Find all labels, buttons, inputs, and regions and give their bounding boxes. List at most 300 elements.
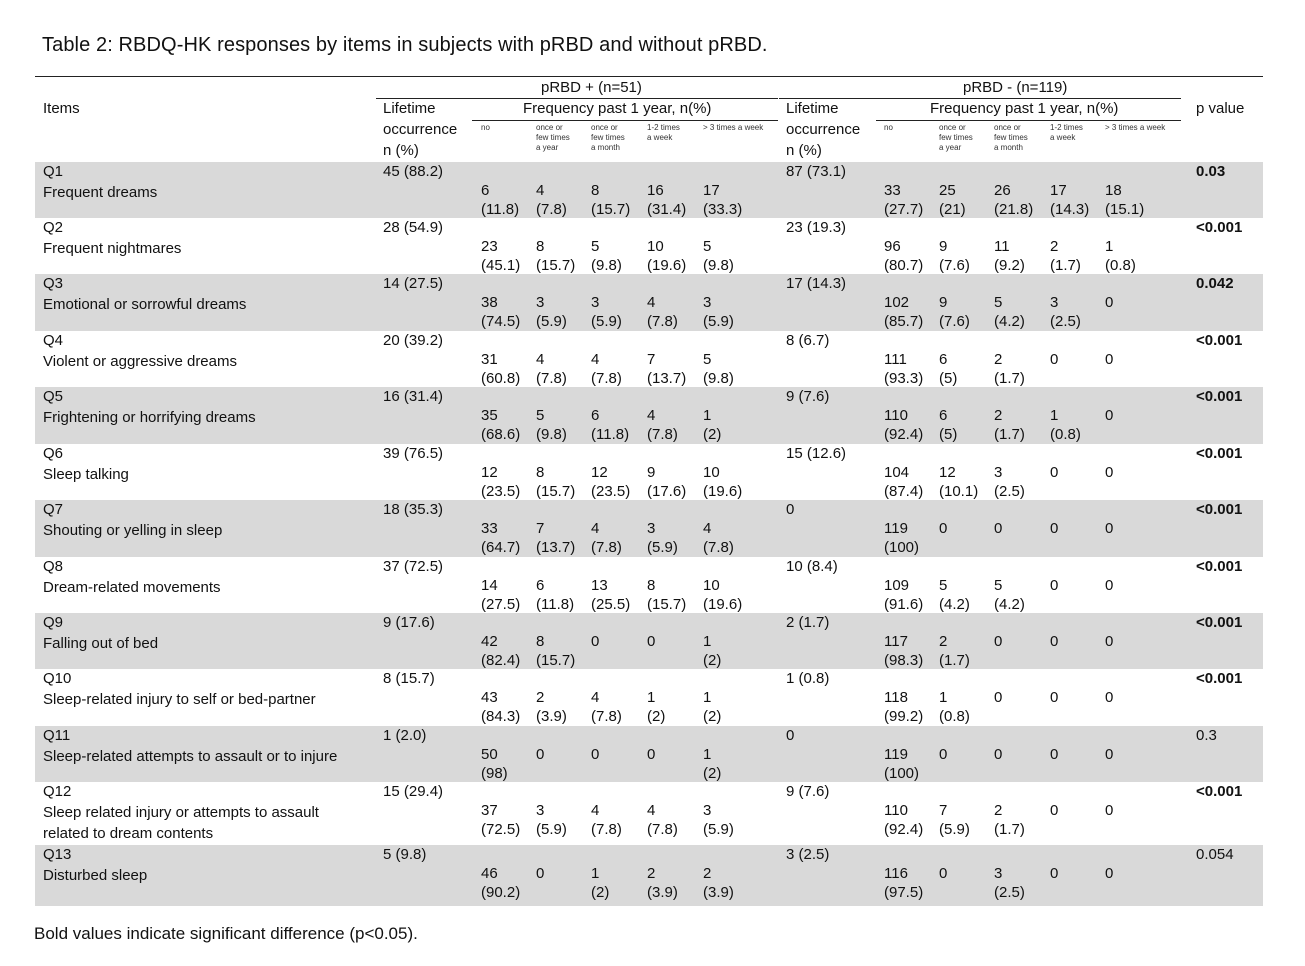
p-value: 0.3 xyxy=(1196,727,1217,744)
freq-pos-pct: (11.8) xyxy=(591,426,630,443)
freq-pos-pct: (60.8) xyxy=(481,370,521,387)
item-label: Shouting or yelling in sleep xyxy=(43,522,223,539)
p-value: <0.001 xyxy=(1196,445,1243,462)
lifetime-pos: 16 (31.4) xyxy=(383,388,444,405)
freq-neg-count: 5 xyxy=(939,577,948,594)
freq-neg-count: 25 xyxy=(939,182,956,199)
freq-neg-count: 3 xyxy=(994,865,1003,882)
freq-pos-count: 0 xyxy=(536,865,545,882)
freq-pos-pct: (3.9) xyxy=(703,884,734,901)
freq-pos-pct: (82.4) xyxy=(481,652,521,669)
freq-neg-pct: (87.4) xyxy=(884,483,924,500)
lifetime-pos: 5 (9.8) xyxy=(383,846,427,863)
lifetime-pos: 28 (54.9) xyxy=(383,219,444,236)
p-value: 0.042 xyxy=(1196,275,1234,292)
freq-pos-pct: (5.9) xyxy=(703,313,734,330)
item-label: Violent or aggressive dreams xyxy=(43,353,237,370)
freq-pos-pct: (13.7) xyxy=(647,370,687,387)
freq-subheader-pos-5 xyxy=(703,123,763,133)
freq-neg-count: 0 xyxy=(1050,689,1059,706)
frequency-pos-header: Frequency past 1 year, n(%) xyxy=(523,100,712,117)
item-number: Q9 xyxy=(43,614,64,631)
freq-pos-count: 38 xyxy=(481,294,498,311)
freq-pos-pct: (15.7) xyxy=(536,483,576,500)
freq-pos-count: 4 xyxy=(591,351,600,368)
freq-pos-pct: (72.5) xyxy=(481,821,521,838)
freq-pos-pct: (3.9) xyxy=(647,884,678,901)
freq-pos-pct: (15.7) xyxy=(536,257,576,274)
freq-pos-count: 3 xyxy=(647,520,656,537)
freq-pos-pct: (7.8) xyxy=(591,370,622,387)
freq-neg-pct: (1.7) xyxy=(1050,257,1081,274)
freq-neg-pct: (14.3) xyxy=(1050,201,1090,218)
freq-neg-count: 6 xyxy=(939,407,948,424)
freq-pos-count: 17 xyxy=(703,182,720,199)
freq-pos-count: 7 xyxy=(647,351,656,368)
freq-neg-count: 5 xyxy=(994,294,1003,311)
freq-subheader-neg-1 xyxy=(884,123,893,133)
freq-subheader-line: a year xyxy=(536,143,559,152)
freq-pos-count: 4 xyxy=(591,802,600,819)
item-label: Sleep related injury or attempts to assault xyxy=(43,804,319,821)
p-value: <0.001 xyxy=(1196,332,1243,349)
group-neg-header: pRBD - (n=119) xyxy=(963,79,1068,96)
freq-pos-pct: (15.7) xyxy=(647,596,687,613)
freq-subheader-line: a week xyxy=(647,133,673,142)
freq-neg-count: 0 xyxy=(1105,464,1114,481)
freq-pos-count: 14 xyxy=(481,577,498,594)
table-row xyxy=(35,444,1263,500)
freq-neg-count: 111 xyxy=(884,351,907,368)
item-number: Q8 xyxy=(43,558,64,575)
freq-neg-count: 2 xyxy=(939,633,948,650)
lifetime-pos: 8 (15.7) xyxy=(383,670,435,687)
freq-neg-count: 3 xyxy=(1050,294,1059,311)
freq-pos-count: 4 xyxy=(647,407,656,424)
freq-neg-pct: (4.2) xyxy=(939,596,970,613)
freq-neg-pct: (0.8) xyxy=(1105,257,1136,274)
p-value: <0.001 xyxy=(1196,614,1243,631)
freq-pos-pct: (5.9) xyxy=(591,313,622,330)
freq-pos-pct: (9.8) xyxy=(703,370,734,387)
freq-neg-count: 0 xyxy=(994,633,1003,650)
freq-neg-count: 11 xyxy=(994,238,1010,255)
freq-pos-count: 4 xyxy=(591,520,600,537)
freq-pos-pct: (7.8) xyxy=(536,370,567,387)
freq-neg-pct: (4.2) xyxy=(994,313,1025,330)
freq-subheader-pos-2 xyxy=(536,123,570,153)
item-label: Dream-related movements xyxy=(43,579,221,596)
freq-pos-pct: (98) xyxy=(481,765,508,782)
top-rule xyxy=(35,76,1263,77)
freq-pos-pct: (90.2) xyxy=(481,884,521,901)
freq-subheader-line: a month xyxy=(591,143,620,152)
freq-subheader-line: once or xyxy=(591,123,618,132)
freq-neg-pct: (92.4) xyxy=(884,821,924,838)
freq-pos-pct: (19.6) xyxy=(647,257,687,274)
freq-pos-count: 8 xyxy=(536,633,545,650)
freq-pos-count: 37 xyxy=(481,802,498,819)
freq-neg-pct: (9.2) xyxy=(994,257,1025,274)
freq-pos-count: 4 xyxy=(536,182,545,199)
freq-subheader-line: 1-2 times xyxy=(647,123,680,132)
freq-pos-count: 0 xyxy=(647,633,656,650)
freq-neg-pct: (4.2) xyxy=(994,596,1025,613)
freq-neg-count: 7 xyxy=(939,802,948,819)
table-title: Table 2: RBDQ-HK responses by items in subjects with pRBD and without pRBD. xyxy=(42,34,768,56)
table-row xyxy=(35,162,1263,218)
freq-neg-count: 0 xyxy=(1105,577,1114,594)
freq-neg-count: 12 xyxy=(939,464,956,481)
freq-pos-count: 1 xyxy=(647,689,656,706)
freq-neg-count: 0 xyxy=(994,689,1003,706)
freq-pos-pct: (5.9) xyxy=(647,539,678,556)
freq-pos-count: 2 xyxy=(703,865,712,882)
freq-pos-count: 3 xyxy=(703,802,712,819)
lifetime-pos: 37 (72.5) xyxy=(383,558,444,575)
lifetime-neg: 9 (7.6) xyxy=(786,783,830,800)
freq-pos-count: 8 xyxy=(647,577,656,594)
table-row xyxy=(35,669,1263,726)
freq-neg-pct: (98.3) xyxy=(884,652,924,669)
table-row xyxy=(35,782,1263,845)
freq-neg-count: 1 xyxy=(1105,238,1114,255)
freq-pos-count: 6 xyxy=(591,407,600,424)
freq-neg-count: 17 xyxy=(1050,182,1067,199)
freq-neg-count: 0 xyxy=(994,746,1003,763)
lifetime-neg: 0 xyxy=(786,727,795,744)
freq-neg-pct: (91.6) xyxy=(884,596,924,613)
freq-neg-count: 0 xyxy=(1050,577,1059,594)
freq-subheader-line: few times xyxy=(939,133,973,142)
freq-neg-count: 0 xyxy=(1105,351,1114,368)
freq-neg-pct: (21) xyxy=(939,201,966,218)
freq-neg-pct: (7.6) xyxy=(939,313,970,330)
freq-pos-pct: (23.5) xyxy=(481,483,521,500)
freq-pos-pct: (15.7) xyxy=(536,652,576,669)
freq-subheader-line: a month xyxy=(994,143,1023,152)
lifetime-pos: 14 (27.5) xyxy=(383,275,444,292)
freq-pos-count: 1 xyxy=(703,407,712,424)
freq-pos-count: 3 xyxy=(536,294,545,311)
p-value: <0.001 xyxy=(1196,388,1243,405)
item-number: Q11 xyxy=(43,727,71,744)
lifetime-neg: 17 (14.3) xyxy=(786,275,847,292)
table-row xyxy=(35,274,1263,331)
freq-pos-count: 8 xyxy=(591,182,600,199)
freq-neg-count: 0 xyxy=(1105,689,1114,706)
freq-neg-count: 6 xyxy=(939,351,948,368)
freq-pos-count: 3 xyxy=(536,802,545,819)
freq-neg-pct: (15.1) xyxy=(1105,201,1145,218)
group-pos-header: pRBD + (n=51) xyxy=(541,79,642,96)
item-label: Frequent dreams xyxy=(43,184,158,201)
freq-neg-count: 26 xyxy=(994,182,1011,199)
freq-pos-count: 4 xyxy=(647,294,656,311)
freq-neg-rule xyxy=(876,120,1181,121)
freq-neg-count: 0 xyxy=(1050,633,1059,650)
freq-pos-count: 31 xyxy=(481,351,498,368)
freq-neg-count: 33 xyxy=(884,182,901,199)
freq-pos-count: 0 xyxy=(536,746,545,763)
freq-pos-pct: (23.5) xyxy=(591,483,631,500)
p-value: <0.001 xyxy=(1196,219,1243,236)
freq-pos-count: 1 xyxy=(703,689,712,706)
freq-subheader-pos-4 xyxy=(647,123,680,143)
lifetime-pos-header-2: occurrence xyxy=(383,121,458,138)
item-label: Frequent nightmares xyxy=(43,240,182,257)
freq-pos-count: 2 xyxy=(647,865,656,882)
freq-neg-pct: (93.3) xyxy=(884,370,924,387)
freq-neg-pct: (0.8) xyxy=(1050,426,1081,443)
freq-neg-count: 18 xyxy=(1105,182,1122,199)
freq-pos-count: 3 xyxy=(703,294,712,311)
table-row xyxy=(35,613,1263,669)
lifetime-neg-header-2: occurrence xyxy=(786,121,861,138)
freq-pos-pct: (25.5) xyxy=(591,596,631,613)
freq-pos-pct: (3.9) xyxy=(536,708,567,725)
freq-pos-pct: (2) xyxy=(703,426,722,443)
item-number: Q4 xyxy=(43,332,64,349)
freq-pos-pct: (7.8) xyxy=(591,821,622,838)
freq-pos-pct: (27.5) xyxy=(481,596,521,613)
freq-pos-count: 33 xyxy=(481,520,498,537)
freq-pos-pct: (11.8) xyxy=(481,201,520,218)
freq-neg-pct: (2.5) xyxy=(994,884,1025,901)
freq-pos-pct: (19.6) xyxy=(703,483,743,500)
freq-pos-count: 6 xyxy=(481,182,490,199)
p-value: 0.03 xyxy=(1196,163,1226,180)
freq-pos-count: 50 xyxy=(481,746,498,763)
freq-pos-count: 5 xyxy=(536,407,545,424)
item-number: Q3 xyxy=(43,275,64,292)
freq-neg-count: 0 xyxy=(1105,407,1114,424)
freq-pos-count: 0 xyxy=(647,746,656,763)
freq-pos-pct: (19.6) xyxy=(703,596,743,613)
lifetime-neg: 1 (0.8) xyxy=(786,670,830,687)
lifetime-neg: 9 (7.6) xyxy=(786,388,830,405)
freq-neg-pct: (1.7) xyxy=(994,426,1025,443)
freq-neg-count: 5 xyxy=(994,577,1003,594)
freq-pos-count: 43 xyxy=(481,689,498,706)
freq-pos-count: 35 xyxy=(481,407,498,424)
freq-neg-count: 0 xyxy=(1105,802,1114,819)
freq-neg-count: 109 xyxy=(884,577,910,594)
freq-pos-count: 42 xyxy=(481,633,498,650)
freq-subheader-pos-1 xyxy=(481,123,490,133)
lifetime-pos-header-1: Lifetime xyxy=(383,100,436,117)
item-label: Disturbed sleep xyxy=(43,867,148,884)
freq-neg-count: 0 xyxy=(1105,294,1114,311)
p-value-header: p value xyxy=(1196,100,1245,117)
freq-subheader-neg-2 xyxy=(939,123,973,153)
item-label: Emotional or sorrowful dreams xyxy=(43,296,247,313)
freq-subheader-line: no xyxy=(481,123,490,132)
freq-subheader-line: a year xyxy=(939,143,962,152)
item-label: Frightening or horrifying dreams xyxy=(43,409,256,426)
freq-neg-pct: (100) xyxy=(884,765,920,782)
freq-pos-pct: (7.8) xyxy=(647,821,678,838)
freq-neg-count: 0 xyxy=(1050,802,1059,819)
freq-neg-pct: (10.1) xyxy=(939,483,979,500)
freq-neg-count: 0 xyxy=(1105,865,1114,882)
freq-neg-pct: (5.9) xyxy=(939,821,970,838)
lifetime-neg: 8 (6.7) xyxy=(786,332,830,349)
freq-neg-count: 0 xyxy=(939,746,948,763)
freq-pos-pct: (2) xyxy=(703,708,722,725)
freq-pos-count: 5 xyxy=(703,238,712,255)
freq-neg-pct: (7.6) xyxy=(939,257,970,274)
freq-pos-rule xyxy=(472,120,778,121)
freq-neg-pct: (99.2) xyxy=(884,708,924,725)
freq-pos-count: 4 xyxy=(703,520,712,537)
freq-neg-pct: (80.7) xyxy=(884,257,924,274)
lifetime-pos-header-3: n (%) xyxy=(383,142,419,159)
freq-neg-count: 0 xyxy=(1105,520,1114,537)
freq-pos-pct: (5.9) xyxy=(703,821,734,838)
lifetime-pos: 20 (39.2) xyxy=(383,332,444,349)
lifetime-pos: 39 (76.5) xyxy=(383,445,444,462)
freq-neg-pct: (100) xyxy=(884,539,920,556)
freq-pos-count: 9 xyxy=(647,464,656,481)
freq-neg-pct: (1.7) xyxy=(994,821,1025,838)
freq-subheader-line: once or xyxy=(536,123,563,132)
item-number: Q1 xyxy=(43,163,64,180)
freq-pos-count: 16 xyxy=(647,182,664,199)
lifetime-pos: 1 (2.0) xyxy=(383,727,427,744)
freq-subheader-neg-4 xyxy=(1050,123,1083,143)
freq-subheader-neg-3 xyxy=(994,123,1028,153)
lifetime-neg: 15 (12.6) xyxy=(786,445,847,462)
freq-neg-pct: (97.5) xyxy=(884,884,924,901)
freq-pos-count: 0 xyxy=(591,633,600,650)
p-value: <0.001 xyxy=(1196,558,1243,575)
lifetime-neg-header-1: Lifetime xyxy=(786,100,839,117)
freq-subheader-line: > 3 times a week xyxy=(703,123,764,132)
lifetime-neg: 23 (19.3) xyxy=(786,219,847,236)
freq-neg-count: 2 xyxy=(1050,238,1059,255)
freq-neg-count: 2 xyxy=(994,351,1003,368)
freq-subheader-line: a week xyxy=(1050,133,1076,142)
freq-pos-count: 46 xyxy=(481,865,498,882)
item-label: related to dream contents xyxy=(43,825,214,842)
table-row xyxy=(35,331,1263,387)
freq-pos-count: 1 xyxy=(703,746,712,763)
freq-neg-count: 2 xyxy=(994,407,1003,424)
table-row xyxy=(35,557,1263,613)
freq-pos-count: 4 xyxy=(536,351,545,368)
freq-pos-count: 4 xyxy=(647,802,656,819)
freq-pos-count: 6 xyxy=(536,577,545,594)
freq-pos-count: 4 xyxy=(591,689,600,706)
freq-pos-count: 8 xyxy=(536,464,545,481)
freq-pos-count: 5 xyxy=(703,351,712,368)
lifetime-pos: 18 (35.3) xyxy=(383,501,444,518)
freq-neg-count: 1 xyxy=(939,689,948,706)
freq-subheader-neg-5 xyxy=(1105,123,1165,133)
freq-pos-pct: (33.3) xyxy=(703,201,743,218)
item-number: Q7 xyxy=(43,501,64,518)
freq-pos-pct: (9.8) xyxy=(703,257,734,274)
freq-pos-count: 23 xyxy=(481,238,498,255)
freq-pos-pct: (9.8) xyxy=(591,257,622,274)
freq-neg-pct: (2.5) xyxy=(1050,313,1081,330)
p-value: <0.001 xyxy=(1196,783,1243,800)
freq-neg-count: 96 xyxy=(884,238,901,255)
freq-pos-pct: (7.8) xyxy=(536,201,567,218)
freq-pos-pct: (45.1) xyxy=(481,257,521,274)
item-label: Sleep-related injury to self or bed-partner xyxy=(43,691,316,708)
freq-pos-count: 5 xyxy=(591,238,600,255)
freq-neg-count: 0 xyxy=(939,520,948,537)
freq-pos-pct: (5.9) xyxy=(536,313,567,330)
freq-pos-count: 12 xyxy=(591,464,608,481)
item-number: Q10 xyxy=(43,670,72,687)
frequency-neg-header: Frequency past 1 year, n(%) xyxy=(930,100,1119,117)
freq-neg-pct: (5) xyxy=(939,426,958,443)
freq-pos-pct: (2) xyxy=(591,884,610,901)
freq-neg-count: 119 xyxy=(884,520,908,537)
lifetime-neg-header-3: n (%) xyxy=(786,142,822,159)
freq-neg-count: 9 xyxy=(939,238,948,255)
table-row xyxy=(35,387,1263,444)
freq-neg-pct: (2.5) xyxy=(994,483,1025,500)
freq-pos-pct: (2) xyxy=(703,765,722,782)
lifetime-neg: 87 (73.1) xyxy=(786,163,847,180)
p-value: <0.001 xyxy=(1196,670,1243,687)
item-label: Sleep talking xyxy=(43,466,129,483)
freq-neg-count: 1 xyxy=(1050,407,1059,424)
freq-subheader-line: few times xyxy=(994,133,1028,142)
group-neg-rule xyxy=(779,98,1181,99)
freq-neg-count: 2 xyxy=(994,802,1003,819)
freq-pos-count: 1 xyxy=(591,865,600,882)
table-row xyxy=(35,726,1263,782)
freq-pos-pct: (64.7) xyxy=(481,539,521,556)
freq-subheader-line: 1-2 times xyxy=(1050,123,1083,132)
freq-neg-count: 110 xyxy=(884,407,908,424)
freq-neg-count: 3 xyxy=(994,464,1003,481)
freq-pos-pct: (7.8) xyxy=(703,539,734,556)
freq-pos-pct: (11.8) xyxy=(536,596,575,613)
freq-neg-pct: (27.7) xyxy=(884,201,924,218)
p-value: <0.001 xyxy=(1196,501,1243,518)
freq-neg-pct: (1.7) xyxy=(939,652,970,669)
item-label: Sleep-related attempts to assault or to injure xyxy=(43,748,338,765)
freq-pos-pct: (13.7) xyxy=(536,539,576,556)
freq-pos-pct: (7.8) xyxy=(591,539,622,556)
freq-neg-count: 118 xyxy=(884,689,908,706)
item-number: Q5 xyxy=(43,388,64,405)
items-header: Items xyxy=(43,100,80,117)
freq-pos-count: 13 xyxy=(591,577,608,594)
freq-pos-pct: (7.8) xyxy=(591,708,622,725)
freq-neg-count: 119 xyxy=(884,746,908,763)
freq-neg-pct: (1.7) xyxy=(994,370,1025,387)
lifetime-neg: 0 xyxy=(786,501,795,518)
freq-pos-pct: (2) xyxy=(703,652,722,669)
freq-pos-pct: (31.4) xyxy=(647,201,687,218)
freq-pos-count: 3 xyxy=(591,294,600,311)
item-label: Falling out of bed xyxy=(43,635,159,652)
freq-neg-pct: (85.7) xyxy=(884,313,924,330)
lifetime-neg: 2 (1.7) xyxy=(786,614,830,631)
freq-subheader-line: no xyxy=(884,123,893,132)
freq-subheader-line: few times xyxy=(591,133,625,142)
freq-subheader-line: > 3 times a week xyxy=(1105,123,1166,132)
footnote: Bold values indicate significant difference (p<0.05). xyxy=(34,924,418,943)
freq-pos-pct: (17.6) xyxy=(647,483,687,500)
